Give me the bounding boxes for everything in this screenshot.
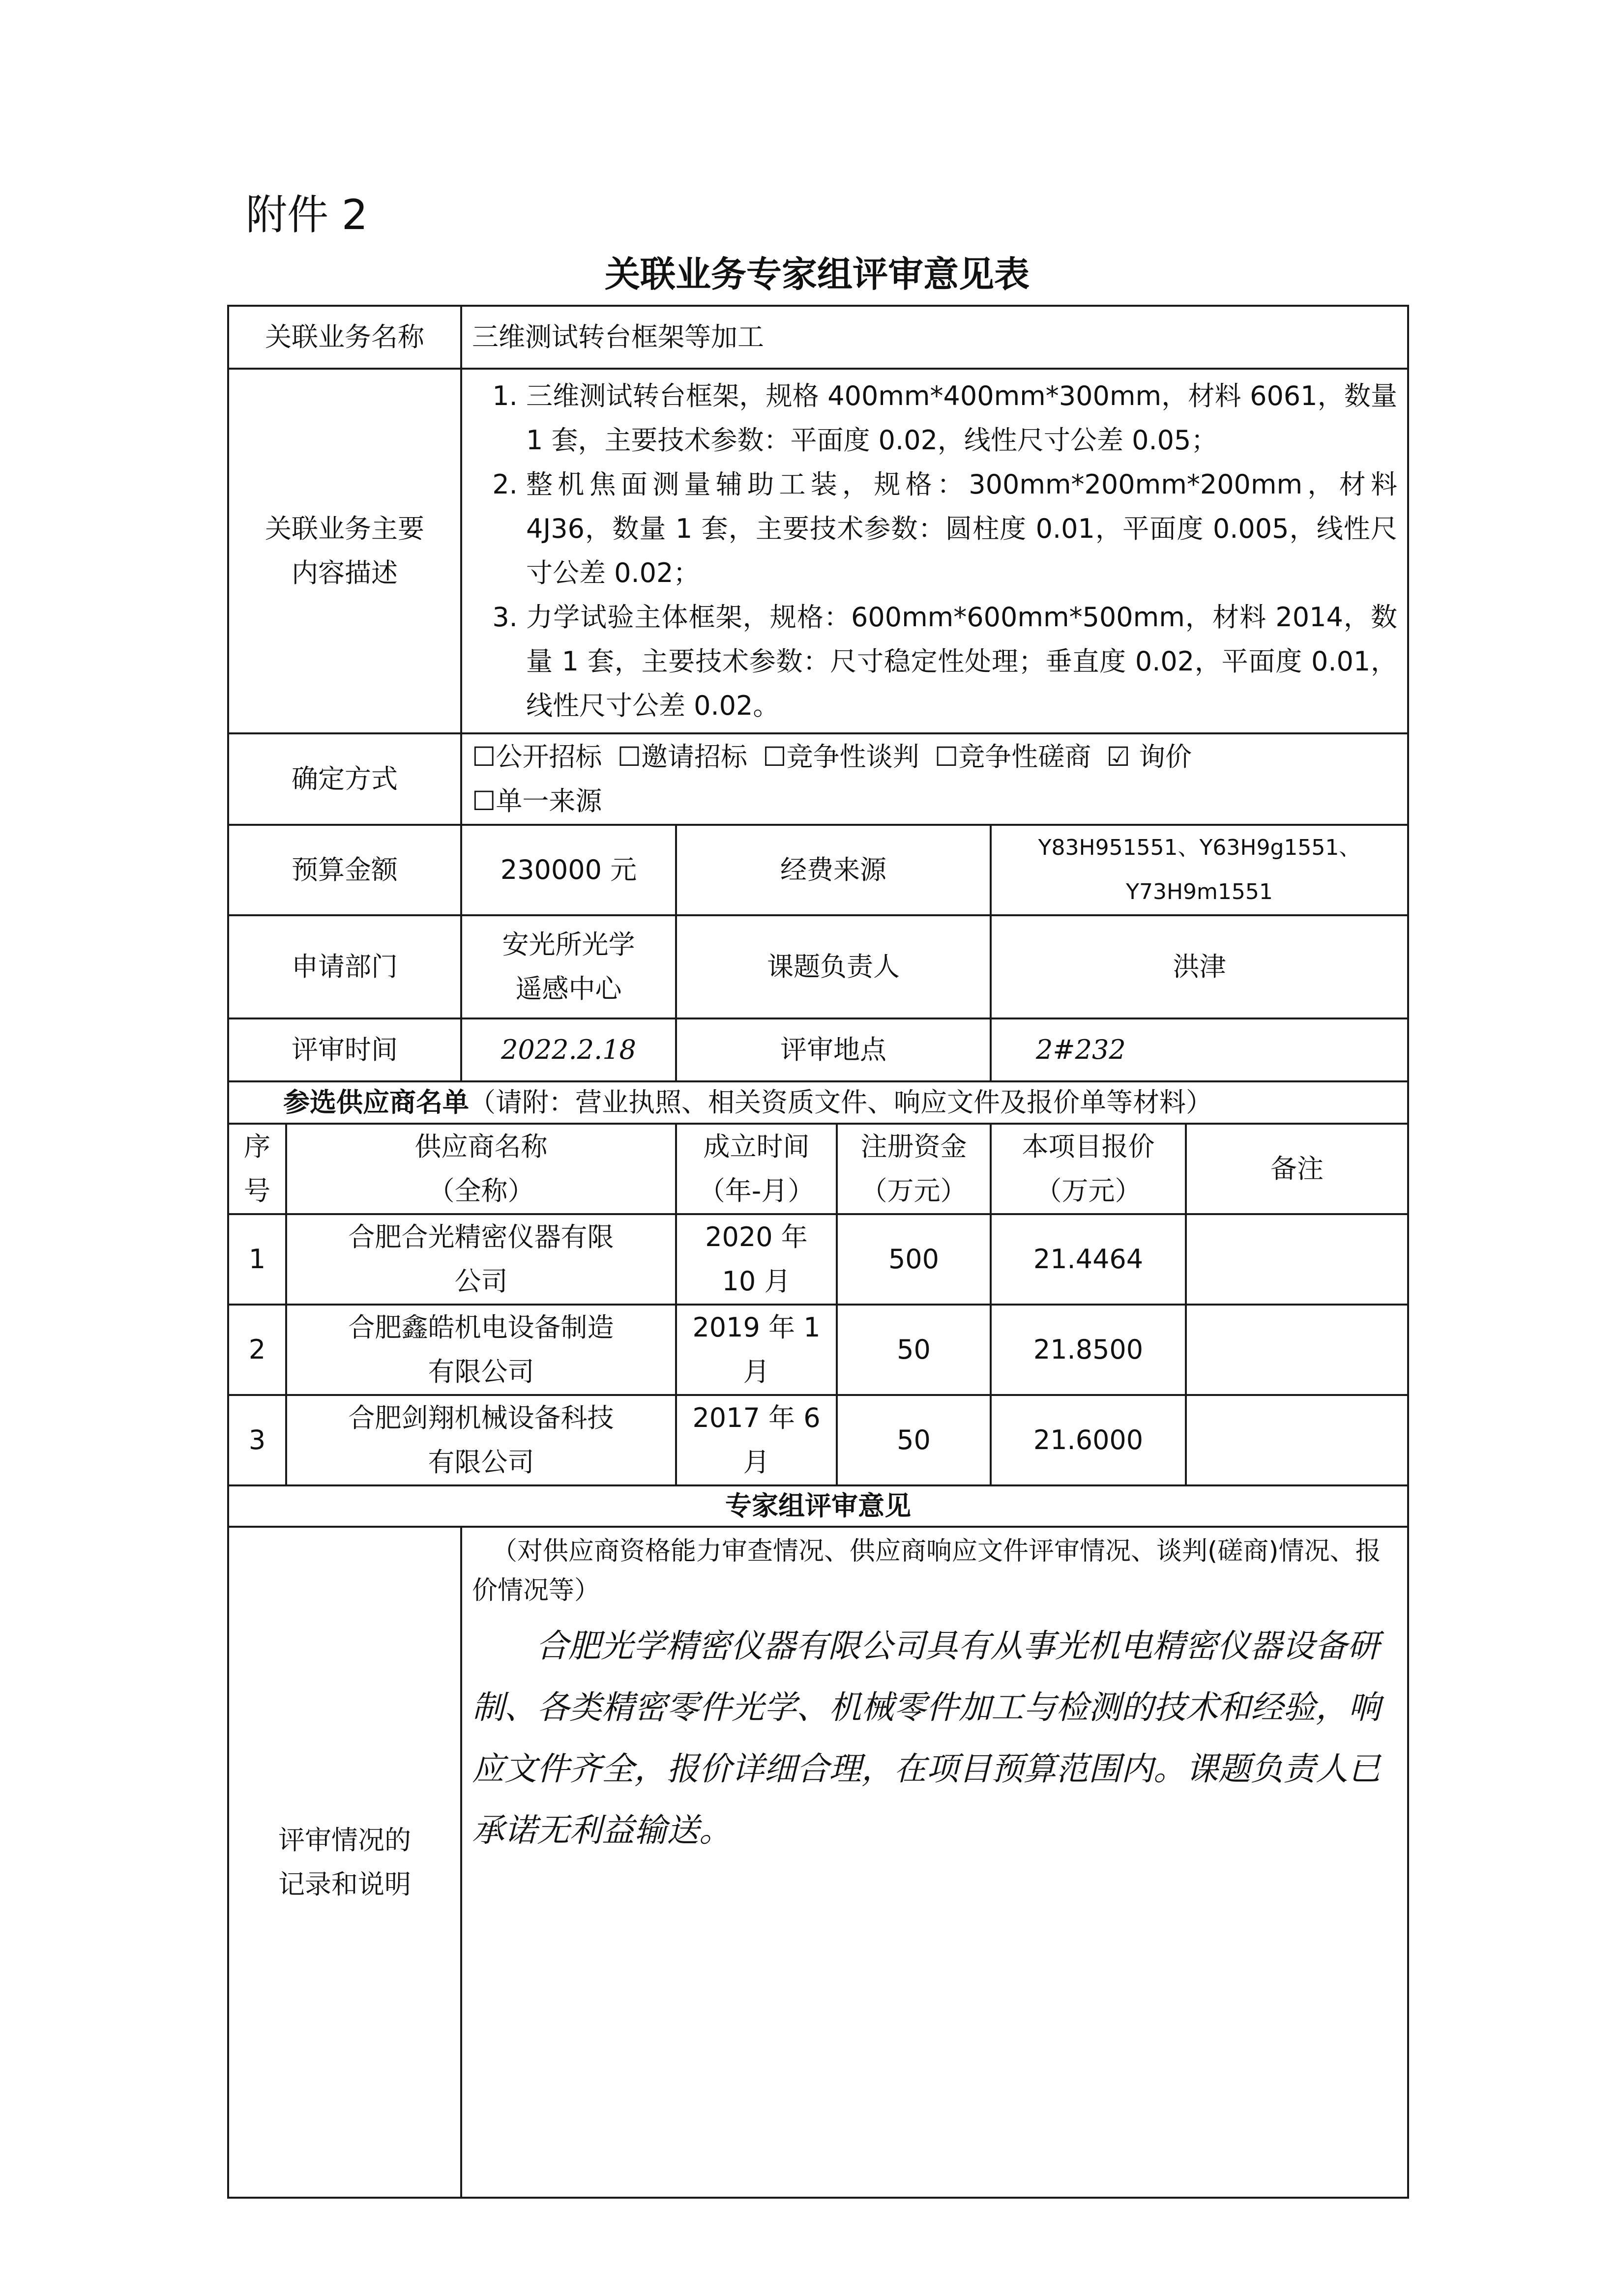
review-form-table xyxy=(227,305,1409,2199)
method-option-competitive-negotiation[interactable]: ☐竞争性谈判 xyxy=(763,741,919,772)
document-title: 关联业务专家组评审意见表 xyxy=(604,254,1030,295)
supplier-no: 2 xyxy=(228,1305,286,1395)
business-name-label: 关联业务名称 xyxy=(228,306,461,369)
checkbox-unchecked-icon: ☐ xyxy=(763,741,787,772)
content-item-list xyxy=(472,374,1397,728)
table-row xyxy=(228,1214,1408,1305)
review-time-row xyxy=(228,1018,1408,1081)
suppliers-heading-title: 参选供应商名单 xyxy=(283,1087,469,1118)
opinion-handwritten-text: 合肥光学精密仪器有限公司具有从事光机电精密仪器设备研制、各类精密零件光学、机械零件加工与检测的技术和经验，响应文件齐全，报价详细合理，在项目预算范围内。课题负责人已承诺无利益输送。 xyxy=(472,1627,1381,1849)
supplier-name: 合肥合光精密仪器有限 公司 xyxy=(286,1214,676,1305)
supplier-quote: 21.4464 xyxy=(991,1214,1186,1305)
budget-label: 预算金额 xyxy=(228,825,461,915)
review-place-label: 评审地点 xyxy=(676,1018,991,1081)
method-label: 确定方式 xyxy=(228,733,461,825)
opinion-label-line1: 评审情况的 xyxy=(278,1824,411,1856)
review-place-value: 2#232 xyxy=(991,1018,1408,1081)
col-header-established: 成立时间 （年-月） xyxy=(676,1124,837,1214)
supplier-remark xyxy=(1186,1214,1408,1305)
method-option-competitive-consultation[interactable]: ☐竞争性磋商 xyxy=(934,741,1091,772)
supplier-quote: 21.8500 xyxy=(991,1305,1186,1395)
department-label: 申请部门 xyxy=(228,915,461,1018)
department-value-line1: 安光所光学 xyxy=(502,929,635,960)
checkbox-unchecked-icon: ☐ xyxy=(472,741,496,772)
business-content-description xyxy=(461,369,1408,733)
col-header-supplier-name: 供应商名称 （全称） xyxy=(286,1124,676,1214)
method-option-single-source[interactable]: ☐单一来源 xyxy=(472,785,602,816)
method-option-public-tender[interactable]: ☐公开招标 xyxy=(472,741,602,772)
col-header-no: 序 号 xyxy=(228,1124,286,1214)
opinion-label-line2: 记录和说明 xyxy=(278,1868,411,1900)
supplier-name: 合肥鑫皓机电设备制造 有限公司 xyxy=(286,1305,676,1395)
department-value-line2: 遥感中心 xyxy=(515,973,622,1004)
checkbox-checked-icon: ☑ xyxy=(1106,741,1130,772)
opinion-content xyxy=(461,1527,1408,2198)
opinion-label xyxy=(228,1527,461,2198)
business-content-label-line1: 关联业务主要 xyxy=(265,513,424,544)
col-header-capital: 注册资金 （万元） xyxy=(837,1124,991,1214)
supplier-remark xyxy=(1186,1305,1408,1395)
business-name-value: 三维测试转台框架等加工 xyxy=(461,306,1408,369)
project-leader-label: 课题负责人 xyxy=(676,915,991,1018)
supplier-established: 2017 年 6 月 xyxy=(676,1395,837,1485)
budget-row xyxy=(228,825,1408,915)
suppliers-heading-note: （请附：营业执照、相关资质文件、响应文件及报价单等材料） xyxy=(469,1087,1212,1118)
method-option-invited-tender[interactable]: ☐邀请招标 xyxy=(617,741,748,772)
fund-source-value: Y83H951551、Y63H9g1551、Y73H9m1551 xyxy=(991,825,1408,915)
supplier-capital: 50 xyxy=(837,1305,991,1395)
attachment-label: 附件 2 xyxy=(246,191,368,239)
table-row xyxy=(228,1395,1408,1485)
checkbox-unchecked-icon: ☐ xyxy=(472,785,496,816)
business-content-label xyxy=(228,369,461,733)
department-value xyxy=(461,915,676,1018)
checkbox-unchecked-icon: ☐ xyxy=(934,741,959,772)
supplier-established: 2019 年 1 月 xyxy=(676,1305,837,1395)
supplier-established: 2020 年 10 月 xyxy=(676,1214,837,1305)
opinion-row xyxy=(228,1527,1408,2198)
supplier-name: 合肥剑翔机械设备科技 有限公司 xyxy=(286,1395,676,1485)
supplier-capital: 50 xyxy=(837,1395,991,1485)
content-item: 3. 力学试验主体框架，规格：600mm*600mm*500mm，材料 2014，数量 1 套，主要技术参数：尺寸稳定性处理；垂直度 0.02，平面度 0.01，线性尺寸公差 0.02。 xyxy=(526,595,1397,728)
content-item: 2. 整机焦面测量辅助工装，规格：300mm*200mm*200mm，材料 4J36，数量 1 套，主要技术参数：圆柱度 0.01，平面度 0.005，线性尺寸公差 0.02； xyxy=(526,463,1397,595)
supplier-no: 3 xyxy=(228,1395,286,1485)
review-time-value: 2022.2.18 xyxy=(461,1018,676,1081)
supplier-quote: 21.6000 xyxy=(991,1395,1186,1485)
business-content-row xyxy=(228,369,1408,733)
content-item: 1. 三维测试转台框架，规格 400mm*400mm*300mm，材料 6061，数量 1 套，主要技术参数：平面度 0.02，线性尺寸公差 0.05； xyxy=(526,374,1397,463)
review-time-label: 评审时间 xyxy=(228,1018,461,1081)
method-options xyxy=(461,733,1408,825)
opinion-hint: （对供应商资格能力审查情况、供应商响应文件评审情况、谈判(磋商)情况、报价情况等） xyxy=(472,1537,1381,1605)
opinion-heading: 专家组评审意见 xyxy=(228,1485,1408,1527)
suppliers-heading xyxy=(228,1081,1408,1124)
project-leader-value: 洪津 xyxy=(991,915,1408,1018)
budget-value: 230000 元 xyxy=(461,825,676,915)
table-row xyxy=(228,1305,1408,1395)
supplier-remark xyxy=(1186,1395,1408,1485)
col-header-quote: 本项目报价 （万元） xyxy=(991,1124,1186,1214)
suppliers-header-row xyxy=(228,1124,1408,1214)
business-content-label-line2: 内容描述 xyxy=(292,557,398,588)
checkbox-unchecked-icon: ☐ xyxy=(617,741,642,772)
supplier-no: 1 xyxy=(228,1214,286,1305)
fund-source-label: 经费来源 xyxy=(676,825,991,915)
business-name-row xyxy=(228,306,1408,369)
col-header-remark: 备注 xyxy=(1186,1124,1408,1214)
suppliers-heading-row xyxy=(228,1081,1408,1124)
method-option-inquiry[interactable]: ☑ 询价 xyxy=(1106,741,1192,772)
supplier-capital: 500 xyxy=(837,1214,991,1305)
opinion-heading-row xyxy=(228,1485,1408,1527)
department-row xyxy=(228,915,1408,1018)
method-row xyxy=(228,733,1408,825)
